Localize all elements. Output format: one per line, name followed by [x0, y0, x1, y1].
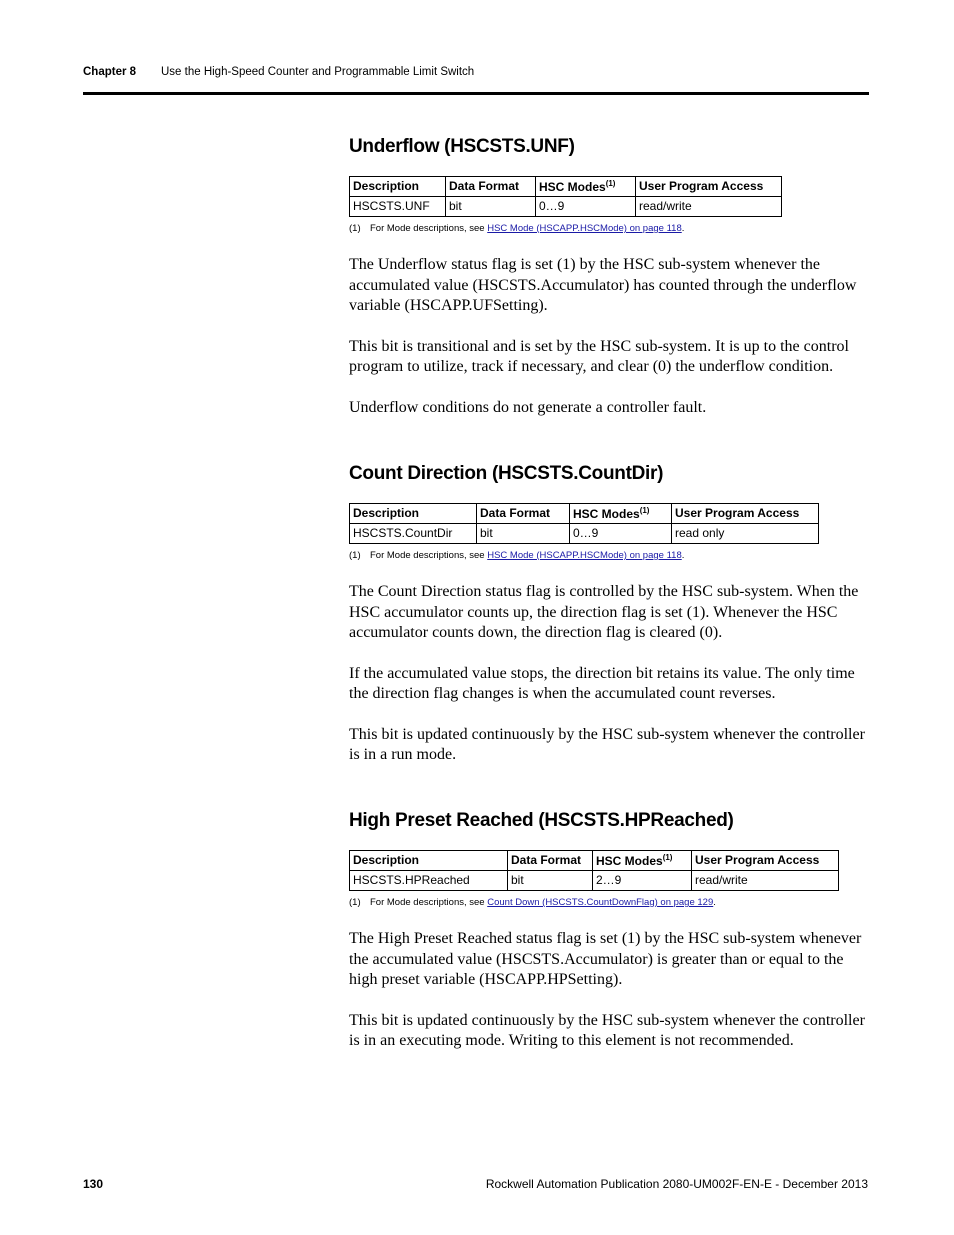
- section-count-direction: [349, 463, 869, 766]
- table-row: [350, 871, 839, 891]
- footnote-link[interactable]: HSC Mode (HSCAPP.HSCMode) on page 118: [487, 223, 682, 234]
- body-paragraph: The Count Direction status flag is controlled by the HSC sub-system. When the HSC accumulator counts up, the direction flag is set (1). Whenever the HSC accumulator counts down, the direction flag is cleared (0).: [349, 583, 859, 641]
- section-heading: Underflow (HSCSTS.UNF): [349, 136, 575, 157]
- publication-info: Rockwell Automation Publication 2080-UM002F-EN-E - December 2013: [485, 1177, 868, 1191]
- column-header: Data Format: [508, 851, 593, 871]
- footnote-end: .: [681, 223, 685, 234]
- body-paragraph: The Underflow status flag is set (1) by the HSC sub-system whenever the accumulated value (HSCSTS.Accumulator) has counted through the underflow variable (HSCAPP.UFSetting).: [349, 256, 857, 314]
- column-header: User Program Access: [672, 504, 819, 524]
- section-underflow: [349, 136, 869, 418]
- column-header: User Program Access: [692, 851, 839, 871]
- column-header-hsc-modes: [593, 851, 692, 871]
- body-paragraph: This bit is updated continuously by the HSC sub-system whenever the controller is in a run mode.: [349, 725, 865, 763]
- table-footnote: [349, 897, 869, 908]
- column-header: HSC Modes: [573, 507, 640, 521]
- table-row: [350, 524, 819, 544]
- body-paragraph: If the accumulated value stops, the direction bit retains its value. The only time the direction flag changes is when the accumulated count reverses.: [349, 664, 855, 702]
- chapter-label: Chapter 8: [83, 66, 137, 78]
- footnote-marker: (1): [605, 179, 616, 188]
- table-cell: 0…9: [536, 197, 636, 217]
- spec-table: [349, 503, 819, 544]
- column-header: User Program Access: [636, 177, 782, 197]
- section-high-preset-reached: [349, 810, 869, 1052]
- column-header: Data Format: [446, 177, 536, 197]
- footnote-text: For Mode descriptions, see: [370, 550, 488, 561]
- column-header: HSC Modes: [539, 180, 606, 194]
- footnote-marker: (1): [639, 506, 650, 515]
- table-footnote: [349, 550, 869, 561]
- table-cell: read only: [672, 524, 819, 544]
- table-cell: 2…9: [593, 871, 692, 891]
- footnote-link[interactable]: Count Down (HSCSTS.CountDownFlag) on page 129: [487, 897, 714, 908]
- column-header: Description: [350, 504, 477, 524]
- spec-table: [349, 850, 839, 891]
- body-paragraph: This bit is transitional and is set by the HSC sub-system. It is up to the control program to utilize, track if necessary, and clear (0) the underflow condition.: [349, 337, 849, 375]
- table-header-row: [350, 851, 839, 871]
- footnote-number: (1): [349, 897, 361, 908]
- body-paragraph: Underflow conditions do not generate a controller fault.: [349, 398, 707, 416]
- chapter-title: Use the High-Speed Counter and Programmable Limit Switch: [161, 66, 475, 78]
- table-cell: read/write: [692, 871, 839, 891]
- footnote-link[interactable]: HSC Mode (HSCAPP.HSCMode) on page 118: [487, 550, 682, 561]
- column-header: Description: [350, 851, 508, 871]
- table-cell: 0…9: [570, 524, 672, 544]
- column-header: Data Format: [477, 504, 570, 524]
- footnote-text: For Mode descriptions, see: [370, 223, 488, 234]
- footnote-number: (1): [349, 223, 361, 234]
- table-cell: read/write: [636, 197, 782, 217]
- column-header: HSC Modes: [596, 854, 663, 868]
- footnote-text: For Mode descriptions, see: [370, 897, 488, 908]
- table-cell: bit: [508, 871, 593, 891]
- table-footnote: [349, 223, 869, 234]
- footnote-end: .: [713, 897, 716, 908]
- column-header-hsc-modes: [536, 177, 636, 197]
- body-paragraph: The High Preset Reached status flag is set (1) by the HSC sub-system whenever the accumulated value (HSCSTS.Accumulator) is greater than or equal to the high preset variable (HSCAPP.HPSetting).: [349, 930, 862, 988]
- column-header: Description: [350, 177, 446, 197]
- column-header-hsc-modes: [570, 504, 672, 524]
- body-paragraph: This bit is updated continuously by the HSC sub-system whenever the controller is in an executing mode. Writing to this element is not recommended.: [349, 1011, 865, 1049]
- table-cell: HSCSTS.UNF: [350, 197, 446, 217]
- table-header-row: [350, 177, 782, 197]
- footnote-number: (1): [349, 550, 361, 561]
- section-heading: High Preset Reached (HSCSTS.HPReached): [349, 810, 734, 831]
- table-header-row: [350, 504, 819, 524]
- table-cell: bit: [477, 524, 570, 544]
- table-row: [350, 197, 782, 217]
- page-number: 130: [83, 1177, 104, 1191]
- spec-table: [349, 176, 782, 217]
- page-header: [83, 66, 869, 95]
- table-cell: bit: [446, 197, 536, 217]
- footnote-end: .: [681, 550, 685, 561]
- table-cell: HSCSTS.CountDir: [350, 524, 477, 544]
- section-heading: Count Direction (HSCSTS.CountDir): [349, 463, 664, 484]
- table-cell: HSCSTS.HPReached: [350, 871, 508, 891]
- footnote-marker: (1): [662, 853, 673, 862]
